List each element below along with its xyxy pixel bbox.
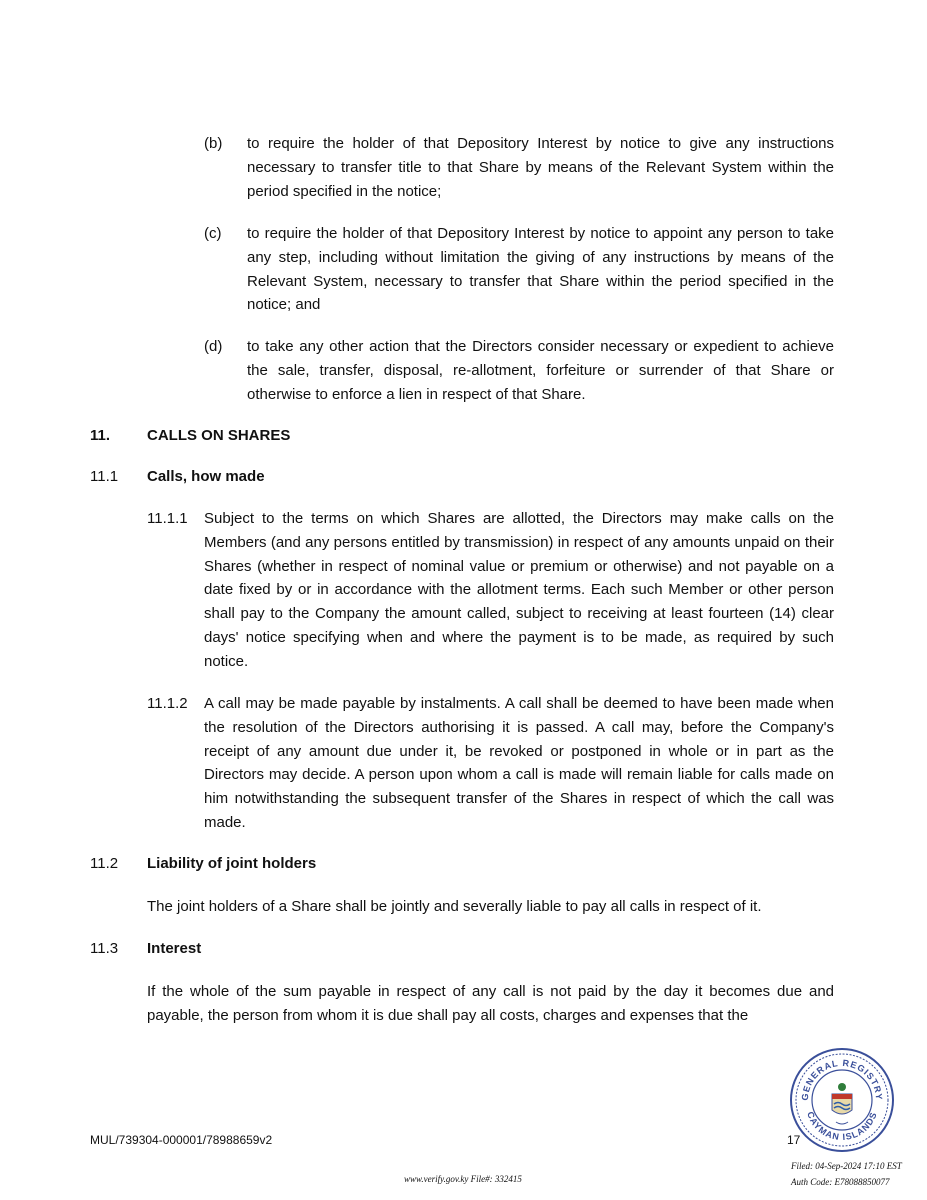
clause-11-1-1-text: Subject to the terms on which Shares are allotted, the Directors may make calls on the Members (and any persons entitled by transmission) in respect of any amounts unpaid on their Shares (whether in respect of nominal value or premium or otherwise) and not payable on a date fixed by or in accordance with the allotment terms. Each such Member or other person shall pay to the Company the amount called, subject to receiving at least fourteen (14) clear days' notice specifying when and where the payment is to be made, as required by such notice. [204, 510, 834, 670]
general-registry-seal [788, 1046, 896, 1154]
section-11-3-text: If the whole of the sum payable in respect of any call is not paid by the day it becomes due and payable, the person from whom it is due shall pay all costs, charges and expenses that the [147, 983, 834, 1024]
item-d-label: (d) [204, 338, 223, 355]
clause-11-1-1-number: 11.1.1 [147, 510, 188, 527]
section-11-3-title: Interest [147, 940, 202, 957]
item-c-label: (c) [204, 225, 222, 242]
verification-url: www.verify.gov.ky File#: 332415 [404, 1174, 522, 1184]
filing-stamp [791, 1158, 902, 1190]
section-11-2-number: 11.2 [90, 855, 119, 872]
section-11-number: 11. [90, 427, 111, 444]
section-11-2-title: Liability of joint holders [147, 855, 317, 872]
section-11-3-number: 11.3 [90, 940, 119, 957]
section-11-1-number: 11.1 [90, 468, 119, 485]
clause-11-1-2-text: A call may be made payable by instalments. A call shall be deemed to have been made when the resolution of the Directors authorising it is passed. A call may, before the Company's receipt of any amount due under it, be revoked or postponed in whole or in part as the Directors may decide. A person upon whom a call is made will remain liable for calls made on him notwithstanding the subsequent transfer of the Shares in respect of which the call was made. [204, 695, 834, 831]
svg-text:CAYMAN ISLANDS [805, 1110, 879, 1142]
seal-bottom-text: CAYMAN ISLANDS [805, 1110, 879, 1143]
coat-of-arms-icon [832, 1083, 852, 1124]
item-c-text: to require the holder of that Depository Interest by notice to appoint any person to take any step, including without limitation the giving of any instructions by means of the Relevant System, necessary to transfer that Share within the period specified in the notice; and [247, 225, 834, 314]
clause-11-1-2-number: 11.1.2 [147, 695, 188, 712]
section-11-2-text: The joint holders of a Share shall be jointly and severally liable to pay all calls in respect of it. [147, 898, 762, 915]
item-d-text: to take any other action that the Directors consider necessary or expedient to achieve the sale, transfer, disposal, re-allotment, forfeiture or surrender of that Share or otherwise to enforce a lien in respect of that Share. [247, 338, 834, 403]
document-reference: MUL/739304-000001/78988659v2 [90, 1133, 273, 1147]
page-number: 17 [787, 1133, 801, 1147]
filed-date: Filed: 04-Sep-2024 17:10 EST [791, 1161, 902, 1171]
auth-code: Auth Code: E78088850077 [791, 1177, 890, 1187]
seal-top-text: GENERAL REGISTRY [799, 1057, 885, 1101]
item-b-label: (b) [204, 135, 223, 152]
section-11-1-title: Calls, how made [147, 468, 265, 485]
item-b-text: to require the holder of that Depository Interest by notice to give any instructions necessary to transfer title to that Share by means of the Relevant System within the period specified in the notice; [247, 135, 834, 200]
section-11-title: CALLS ON SHARES [147, 427, 291, 444]
